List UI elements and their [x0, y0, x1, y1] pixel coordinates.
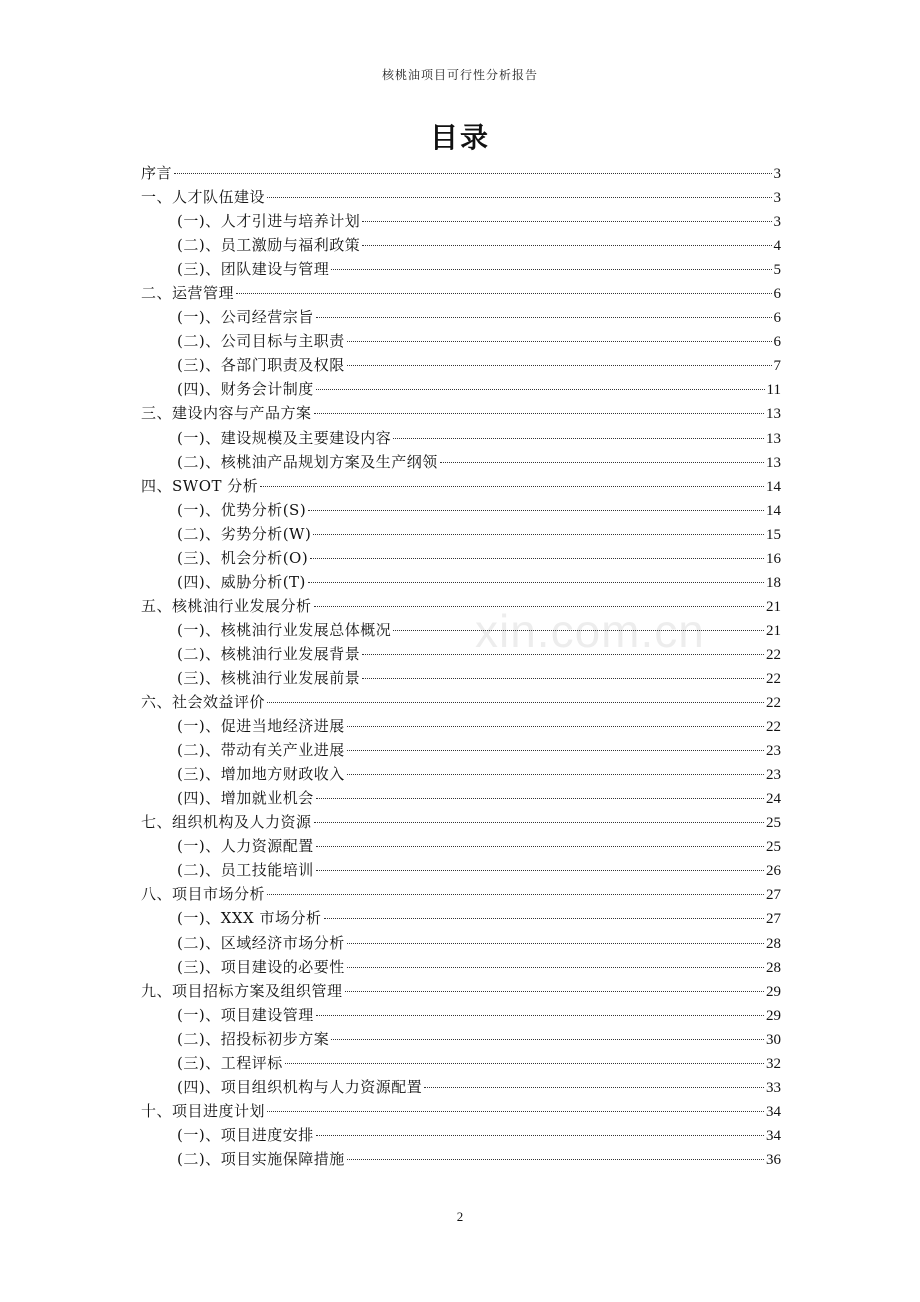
- dot-leader: [347, 365, 772, 366]
- dot-leader: [362, 654, 764, 655]
- toc-entry-label: 八、项目市场分析: [141, 885, 266, 904]
- dot-leader: [440, 462, 764, 463]
- toc-entry-label: (二)、劣势分析(W): [177, 524, 312, 543]
- toc-entry-label: (一)、建设规模及主要建设内容: [177, 428, 392, 447]
- toc-entry-page: 29: [766, 983, 781, 1000]
- toc-entry[interactable]: [141, 1051, 781, 1075]
- toc-entry[interactable]: [141, 955, 781, 979]
- toc-entry-label: 九、项目招标方案及组织管理: [141, 981, 343, 1000]
- toc-entry[interactable]: [141, 329, 781, 353]
- toc-entry-page: 21: [766, 622, 781, 639]
- toc-entry-label: 六、社会效益评价: [141, 693, 266, 712]
- toc-entry-page: 21: [766, 598, 781, 615]
- dot-leader: [316, 798, 764, 799]
- toc-entry-page: 25: [766, 815, 781, 832]
- dot-leader: [236, 293, 771, 294]
- toc-entry-page: 3: [773, 166, 781, 182]
- toc-entry-page: 22: [766, 695, 781, 712]
- toc-entry-page: 29: [766, 1007, 781, 1024]
- toc-entry-label: (二)、项目实施保障措施: [177, 1149, 345, 1168]
- dot-leader: [393, 630, 764, 631]
- dot-leader: [313, 534, 764, 535]
- table-of-contents: [141, 161, 781, 1171]
- toc-entry[interactable]: [141, 209, 781, 233]
- toc-entry-label: (三)、核桃油行业发展前景: [177, 668, 361, 687]
- toc-entry-page: 23: [766, 767, 781, 784]
- toc-entry-page: 22: [766, 646, 781, 663]
- toc-entry[interactable]: [141, 786, 781, 810]
- toc-entry[interactable]: [141, 353, 781, 377]
- toc-entry-page: 34: [766, 1127, 781, 1144]
- toc-entry-label: (一)、XXX 市场分析: [177, 909, 322, 928]
- toc-entry-label: 五、核桃油行业发展分析: [141, 596, 312, 615]
- dot-leader: [267, 702, 764, 703]
- dot-leader: [347, 967, 764, 968]
- toc-entry-page: 36: [766, 1151, 781, 1168]
- toc-entry-page: 13: [766, 406, 781, 423]
- toc-entry-label: (二)、核桃油产品规划方案及生产纲领: [177, 452, 438, 471]
- page-number: 2: [456, 1209, 464, 1224]
- toc-entry-page: 11: [766, 382, 781, 399]
- dot-leader: [316, 1015, 764, 1016]
- toc-entry[interactable]: [141, 1075, 781, 1099]
- toc-entry[interactable]: [141, 257, 781, 281]
- toc-entry-page: 13: [766, 430, 781, 447]
- toc-entry-page: 24: [766, 791, 781, 808]
- toc-entry-label: (一)、优势分析(S): [177, 500, 307, 519]
- toc-entry-page: 25: [766, 839, 781, 856]
- toc-entry-label: (三)、团队建设与管理: [177, 260, 330, 279]
- toc-entry-label: (一)、项目进度安排: [177, 1125, 314, 1144]
- dot-leader: [267, 894, 764, 895]
- toc-entry-label: (二)、招投标初步方案: [177, 1029, 330, 1048]
- toc-entry-label: (三)、各部门职责及权限: [177, 356, 345, 375]
- toc-entry-page: 27: [766, 911, 781, 928]
- toc-entry[interactable]: [141, 546, 781, 570]
- toc-entry[interactable]: [141, 931, 781, 955]
- toc-entry[interactable]: [141, 666, 781, 690]
- toc-entry-page: 6: [773, 286, 781, 303]
- toc-entry-label: (二)、员工技能培训: [177, 861, 314, 880]
- toc-entry-label: (四)、财务会计制度: [177, 380, 314, 399]
- toc-entry-label: (四)、威胁分析(T): [177, 572, 306, 591]
- dot-leader: [174, 173, 771, 174]
- toc-entry-label: 七、组织机构及人力资源: [141, 813, 312, 832]
- dot-leader: [347, 341, 772, 342]
- toc-entry[interactable]: [141, 979, 781, 1003]
- toc-entry-label: (一)、人才引进与培养计划: [177, 212, 361, 231]
- toc-entry[interactable]: [141, 185, 781, 209]
- dot-leader: [347, 943, 764, 944]
- toc-entry[interactable]: [141, 834, 781, 858]
- toc-entry-label: (一)、促进当地经济进展: [177, 717, 345, 736]
- toc-entry-page: 16: [766, 550, 781, 567]
- dot-leader: [331, 269, 771, 270]
- toc-entry-page: 28: [766, 935, 781, 952]
- dot-leader: [316, 846, 764, 847]
- toc-entry-label: (一)、人力资源配置: [177, 837, 314, 856]
- toc-entry-page: 26: [766, 863, 781, 880]
- dot-leader: [345, 991, 764, 992]
- toc-entry[interactable]: [141, 906, 781, 930]
- toc-entry-label: (一)、项目建设管理: [177, 1005, 314, 1024]
- toc-entry-label: (二)、公司目标与主职责: [177, 332, 345, 351]
- toc-entry[interactable]: [141, 377, 781, 401]
- toc-entry-page: 33: [766, 1079, 781, 1096]
- toc-entry-label: (二)、区域经济市场分析: [177, 933, 345, 952]
- toc-entry-label: (二)、员工激励与福利政策: [177, 236, 361, 255]
- dot-leader: [424, 1087, 764, 1088]
- toc-entry-page: 3: [773, 190, 781, 207]
- dot-leader: [308, 582, 764, 583]
- toc-entry-page: 14: [766, 502, 781, 519]
- toc-entry[interactable]: [141, 450, 781, 474]
- toc-entry-page: 23: [766, 743, 781, 760]
- toc-entry-page: 4: [773, 238, 781, 255]
- toc-entry-page: 15: [766, 526, 781, 543]
- running-header: 核桃油项目可行性分析报告: [381, 68, 538, 82]
- toc-entry[interactable]: [141, 714, 781, 738]
- toc-entry-label: 二、运营管理: [141, 284, 235, 303]
- toc-title: 目录: [429, 121, 490, 154]
- toc-entry[interactable]: [141, 1099, 781, 1123]
- toc-entry[interactable]: [141, 762, 781, 786]
- dot-leader: [267, 1111, 764, 1112]
- dot-leader: [316, 389, 765, 390]
- toc-entry[interactable]: [141, 642, 781, 666]
- toc-entry-label: (四)、增加就业机会: [177, 789, 314, 808]
- toc-entry-page: 6: [773, 334, 781, 351]
- toc-entry-page: 6: [773, 310, 781, 327]
- toc-entry-page: 7: [773, 358, 781, 375]
- toc-entry[interactable]: [141, 474, 781, 498]
- toc-entry[interactable]: [141, 305, 781, 329]
- toc-entry-label: (三)、工程评标: [177, 1053, 283, 1072]
- toc-entry-label: 三、建设内容与产品方案: [141, 404, 312, 423]
- dot-leader: [362, 678, 764, 679]
- toc-entry-label: (二)、核桃油行业发展背景: [177, 644, 361, 663]
- toc-entry[interactable]: [141, 498, 781, 522]
- dot-leader: [347, 726, 764, 727]
- toc-entry[interactable]: [141, 690, 781, 714]
- toc-entry[interactable]: [141, 1027, 781, 1051]
- toc-entry-label: (一)、核桃油行业发展总体概况: [177, 620, 392, 639]
- dot-leader: [316, 1135, 764, 1136]
- dot-leader: [308, 510, 764, 511]
- toc-entry-page: 30: [766, 1031, 781, 1048]
- dot-leader: [267, 197, 771, 198]
- toc-entry-page: 14: [766, 478, 781, 495]
- dot-leader: [331, 1039, 764, 1040]
- toc-entry-label: 序言: [141, 164, 173, 182]
- toc-entry-page: 22: [766, 670, 781, 687]
- dot-leader: [347, 750, 764, 751]
- toc-entry[interactable]: [141, 281, 781, 305]
- toc-entry-page: 13: [766, 454, 781, 471]
- toc-entry-page: 5: [773, 262, 781, 279]
- dot-leader: [362, 245, 771, 246]
- toc-entry-page: 28: [766, 959, 781, 976]
- toc-entry[interactable]: [141, 1003, 781, 1027]
- toc-entry-label: (四)、项目组织机构与人力资源配置: [177, 1077, 423, 1096]
- toc-entry-page: 27: [766, 887, 781, 904]
- toc-entry-label: (三)、增加地方财政收入: [177, 765, 345, 784]
- toc-entry-page: 34: [766, 1103, 781, 1120]
- dot-leader: [310, 558, 764, 559]
- dot-leader: [393, 438, 764, 439]
- toc-entry-label: (二)、带动有关产业进展: [177, 741, 345, 760]
- toc-entry-page: 18: [766, 574, 781, 591]
- dot-leader: [314, 413, 764, 414]
- toc-entry[interactable]: [141, 882, 781, 906]
- toc-entry-label: 十、项目进度计划: [141, 1101, 266, 1120]
- toc-entry-label: 一、人才队伍建设: [141, 188, 266, 207]
- toc-entry[interactable]: [141, 426, 781, 450]
- watermark: xin.com.cn: [475, 605, 705, 657]
- toc-entry[interactable]: [141, 1123, 781, 1147]
- dot-leader: [347, 774, 764, 775]
- dot-leader: [316, 317, 772, 318]
- toc-entry-label: (一)、公司经营宗旨: [177, 308, 314, 327]
- dot-leader: [316, 870, 764, 871]
- toc-entry[interactable]: [141, 401, 781, 425]
- toc-entry-label: 四、SWOT 分析: [141, 476, 259, 495]
- toc-entry-page: 3: [773, 214, 781, 231]
- toc-entry[interactable]: [141, 233, 781, 257]
- toc-entry[interactable]: [141, 618, 781, 642]
- toc-entry-label: (三)、机会分析(O): [177, 548, 309, 567]
- dot-leader: [285, 1063, 764, 1064]
- dot-leader: [314, 822, 764, 823]
- dot-leader: [347, 1159, 764, 1160]
- toc-entry[interactable]: [141, 738, 781, 762]
- toc-entry[interactable]: [141, 570, 781, 594]
- dot-leader: [314, 606, 764, 607]
- toc-entry-page: 32: [766, 1055, 781, 1072]
- toc-entry-label: (三)、项目建设的必要性: [177, 957, 345, 976]
- dot-leader: [260, 486, 764, 487]
- toc-entry[interactable]: [141, 1147, 781, 1171]
- toc-entry[interactable]: [141, 594, 781, 618]
- toc-entry[interactable]: [141, 161, 781, 185]
- dot-leader: [324, 918, 764, 919]
- toc-entry[interactable]: [141, 858, 781, 882]
- dot-leader: [362, 221, 771, 222]
- toc-entry[interactable]: [141, 810, 781, 834]
- toc-entry-page: 22: [766, 719, 781, 736]
- toc-entry[interactable]: [141, 522, 781, 546]
